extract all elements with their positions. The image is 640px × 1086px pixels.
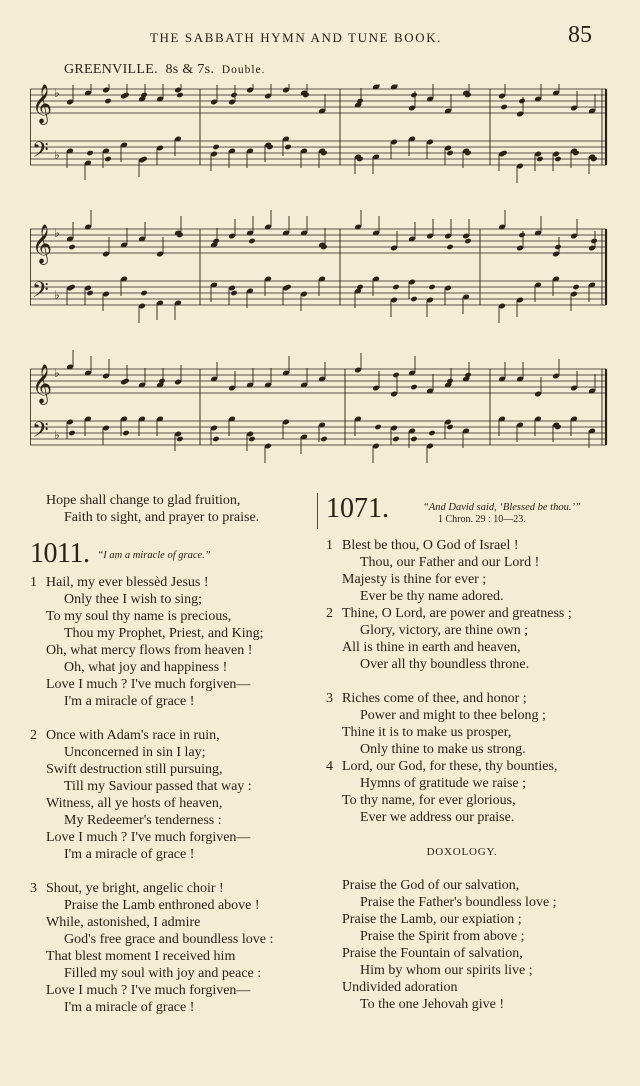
note-head <box>176 92 183 98</box>
hymn-heading <box>30 538 314 569</box>
verse-text: Till my Saviour passed that way : <box>64 779 252 794</box>
note-head <box>554 156 561 162</box>
tune-name: GREENVILLE. <box>64 62 158 77</box>
note-head <box>446 244 453 250</box>
verse-text: I'm a miracle of grace ! <box>64 847 195 862</box>
stanza-gap <box>46 863 314 880</box>
note-head <box>518 232 525 238</box>
verse-text: Praise the Father's boundless love ; <box>360 895 557 910</box>
verse-line: Faith to sight, and prayer to praise. <box>64 510 260 525</box>
verse-text: Undivided adoration <box>342 980 458 995</box>
doxology-title: DOXOLOGY. <box>426 846 498 858</box>
verse-text: Praise the Spirit from above ; <box>360 929 525 944</box>
verse-text: Praise the God of our salvation, <box>342 878 520 893</box>
verse-line <box>46 829 314 846</box>
verse-line <box>46 693 314 710</box>
note-head <box>212 144 219 150</box>
treble-clef-icon: 𝄞 <box>32 224 53 264</box>
verse-line <box>46 914 314 931</box>
verse-line <box>342 707 618 724</box>
verse-text: To the one Jehovah give ! <box>360 997 505 1012</box>
bass-clef-icon: 𝄢 <box>32 418 49 448</box>
note-head <box>86 290 93 296</box>
stanza-number: 1 <box>326 538 333 553</box>
verse-text: Thine, O Lord, are power and greatness ; <box>342 606 572 621</box>
verse-text: Thou, our Father and our Lord ! <box>360 555 540 570</box>
stanza-gap <box>46 710 314 727</box>
verse-text: Blest be thou, O God of Israel ! <box>342 538 519 553</box>
bass-clef-icon: 𝄢 <box>32 278 49 308</box>
page-number: 85 <box>568 22 592 48</box>
note-head <box>500 104 507 110</box>
verse-line <box>46 625 314 642</box>
verse-text: Filled my soul with joy and peace : <box>64 966 262 981</box>
verse-text: Ever be thy name adored. <box>360 589 504 604</box>
verse-line <box>46 812 314 829</box>
verse-text: Praise the Lamb enthroned above ! <box>64 898 260 913</box>
note-head <box>86 150 93 156</box>
verse-line <box>326 605 618 622</box>
verse-text: To my soul thy name is precious, <box>46 609 232 624</box>
verse-line <box>342 639 618 656</box>
verse-line <box>342 724 618 741</box>
verse-line <box>342 894 618 911</box>
note-head <box>104 98 111 104</box>
note-head <box>392 284 399 290</box>
bass-clef-icon: 𝄢 <box>32 138 49 168</box>
note-head <box>392 436 399 442</box>
verse-text: God's free grace and boundless love : <box>64 932 274 947</box>
note-head <box>248 436 255 442</box>
verse-line <box>342 775 618 792</box>
verse-line <box>342 962 618 979</box>
note-head <box>392 372 399 378</box>
verse-text: Praise the Fountain of salvation, <box>342 946 523 961</box>
verse-text: That blest moment I received him <box>46 949 236 964</box>
verse-text: Only thine to make us strong. <box>360 742 526 757</box>
tune-meter: 8s & 7s. <box>165 62 215 77</box>
scripture-reference: 1 Chron. 29 : 10—23. <box>438 514 526 525</box>
verse-text: I'm a miracle of grace ! <box>64 694 195 709</box>
verse-line <box>326 537 618 554</box>
stanza-number: 2 <box>30 728 37 743</box>
verse-line <box>342 622 618 639</box>
key-flat-icon: ♭ <box>54 86 60 100</box>
verse-text: Love I much ? I've much forgiven— <box>46 830 251 845</box>
verse-text: Witness, all ye hosts of heaven, <box>46 796 223 811</box>
verse-text: Praise the Lamb, our expiation ; <box>342 912 522 927</box>
note-head <box>446 150 453 156</box>
hymn-motto: “And David said, ‘Blessed be thou.’” <box>423 502 581 513</box>
verse-line <box>46 591 314 608</box>
stanza-gap <box>342 673 618 690</box>
verse-line <box>46 965 314 982</box>
verse-line <box>342 588 618 605</box>
hymn-number: 1011. <box>30 538 90 569</box>
note-head <box>140 290 147 296</box>
left-column <box>30 492 314 1016</box>
verse-line <box>342 741 618 758</box>
verse-line <box>46 897 314 914</box>
verse-text: Only thee I wish to sing; <box>64 592 203 607</box>
verse-line <box>46 846 314 863</box>
verse-text: While, astonished, I admire <box>46 915 201 930</box>
note-head <box>104 156 111 162</box>
verse-text: Love I much ? I've much forgiven— <box>46 677 251 692</box>
note-head <box>284 144 291 150</box>
verse-line <box>46 778 314 795</box>
verse-line <box>46 659 314 676</box>
verse-line <box>342 911 618 928</box>
verse-text: All is thine in earth and heaven, <box>342 640 521 655</box>
key-flat-icon: ♭ <box>54 288 60 302</box>
note-head <box>554 244 561 250</box>
verse-text: Swift destruction still pursuing, <box>46 762 223 777</box>
note-head <box>122 430 129 436</box>
verse-line <box>46 744 314 761</box>
verse-text: I'm a miracle of grace ! <box>64 1000 195 1015</box>
note-head <box>68 430 75 436</box>
verse-text: Hail, my ever blessèd Jesus ! <box>46 575 209 590</box>
note-head <box>176 436 183 442</box>
key-flat-icon: ♭ <box>54 148 60 162</box>
hymn-heading <box>326 493 618 527</box>
verse-text: Hymns of gratitude we raise ; <box>360 776 527 791</box>
verse-line <box>46 931 314 948</box>
key-flat-icon: ♭ <box>54 226 60 240</box>
verse-text: Him by whom our spirits live ; <box>360 963 533 978</box>
verse-line <box>46 795 314 812</box>
music-score <box>30 84 610 464</box>
note-head <box>410 384 417 390</box>
verse-text: Majesty is thine for ever ; <box>342 572 487 587</box>
verse-text: Power and might to thee belong ; <box>360 708 546 723</box>
running-head: THE SABBATH HYMN AND TUNE BOOK. <box>150 30 443 45</box>
tune-style: Double. <box>221 64 266 76</box>
hymn-number: 1071. <box>326 493 389 524</box>
note-head <box>230 92 237 98</box>
verse-line <box>342 792 618 809</box>
note-head <box>428 430 435 436</box>
verse-text: Ever we address our praise. <box>360 810 515 825</box>
verse-line <box>342 554 618 571</box>
stanza-number: 1 <box>30 575 37 590</box>
verse-line <box>30 574 314 591</box>
stanza-number: 3 <box>30 881 37 896</box>
note-head <box>590 238 597 244</box>
note-head <box>446 424 453 430</box>
verse-line <box>46 982 314 999</box>
tune-heading <box>64 62 266 78</box>
stanza-number: 2 <box>326 606 333 621</box>
verse-line <box>326 758 618 775</box>
verse-line <box>30 727 314 744</box>
key-flat-icon: ♭ <box>54 366 60 380</box>
note-head <box>410 92 417 98</box>
right-column <box>326 493 618 1013</box>
verse-line <box>46 676 314 693</box>
stanza-number: 3 <box>326 691 333 706</box>
verse-text: Oh, what joy and happiness ! <box>64 660 228 675</box>
verse-line <box>342 996 618 1013</box>
verse-line <box>342 571 618 588</box>
note-head <box>320 436 327 442</box>
note-head <box>248 238 255 244</box>
verse-text: Oh, what mercy flows from heaven ! <box>46 643 253 658</box>
note-head <box>428 284 435 290</box>
note-head <box>464 238 471 244</box>
doxology-body <box>326 877 618 1013</box>
verse-line <box>46 948 314 965</box>
note-head <box>68 244 75 250</box>
verse-line <box>46 642 314 659</box>
verse-text: Riches come of thee, and honor ; <box>342 691 527 706</box>
verse-line <box>326 690 618 707</box>
verse-text: Glory, victory, are thine own ; <box>360 623 529 638</box>
verse-line <box>46 608 314 625</box>
verse-line: Hope shall change to glad fruition, <box>46 493 241 508</box>
note-head <box>212 436 219 442</box>
hymn-body <box>326 537 618 826</box>
verse-text: Shout, ye bright, angelic choir ! <box>46 881 224 896</box>
verse-line <box>342 809 618 826</box>
verse-text: To thy name, for ever glorious, <box>342 793 516 808</box>
verse-line <box>46 999 314 1016</box>
verse-text: Thine it is to make us prosper, <box>342 725 512 740</box>
verse-text: Lord, our God, for these, thy bounties, <box>342 759 558 774</box>
verse-line <box>30 880 314 897</box>
verse-line <box>46 761 314 778</box>
verse-text: Once with Adam's race in ruin, <box>46 728 220 743</box>
stanza-number: 4 <box>326 759 333 774</box>
verse-line <box>342 928 618 945</box>
note-head <box>518 98 525 104</box>
verse-text: Love I much ? I've much forgiven— <box>46 983 251 998</box>
verse-line <box>342 656 618 673</box>
treble-clef-icon: 𝄞 <box>32 364 53 404</box>
verse-text: Unconcerned in sin I lay; <box>64 745 206 760</box>
verse-line <box>342 945 618 962</box>
note-head <box>230 290 237 296</box>
verse-line <box>342 979 618 996</box>
column-divider <box>317 493 318 529</box>
verse-text: Over all thy boundless throne. <box>360 657 530 672</box>
treble-clef-icon: 𝄞 <box>32 84 53 124</box>
note-head <box>536 156 543 162</box>
verse-text: Thou my Prophet, Priest, and King; <box>64 626 264 641</box>
key-flat-icon: ♭ <box>54 428 60 442</box>
note-head <box>374 424 381 430</box>
note-head <box>572 284 579 290</box>
note-head <box>410 436 417 442</box>
verse-line <box>342 877 618 894</box>
hymn-motto: “I am a miracle of grace.” <box>97 550 211 561</box>
verse-text: My Redeemer's tenderness : <box>64 813 222 828</box>
note-head <box>410 296 417 302</box>
